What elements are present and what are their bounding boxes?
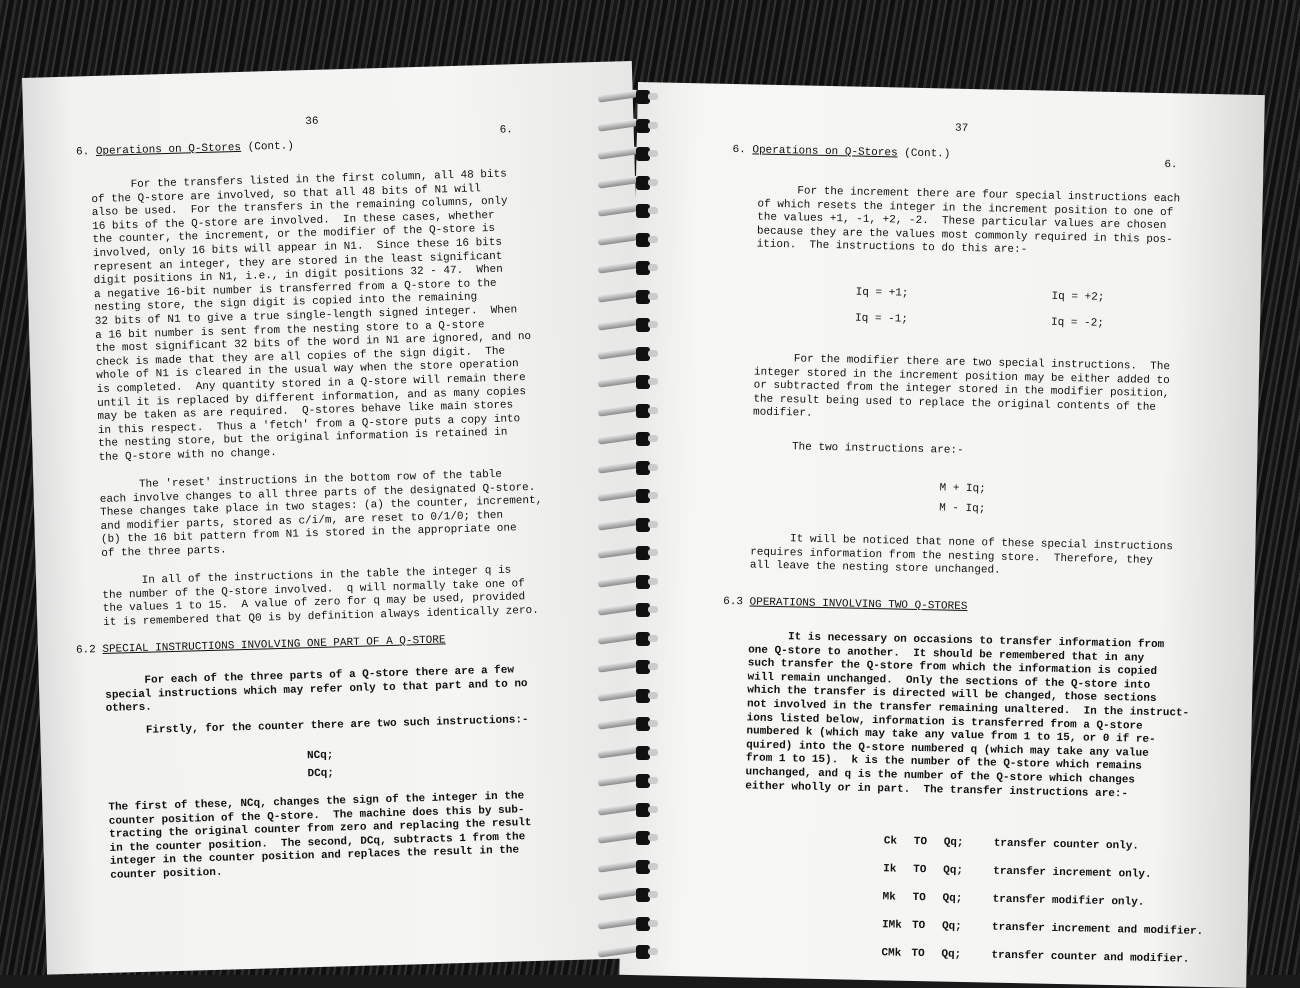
spiral-coil [590, 915, 662, 933]
header-suffix: (Cont.) [247, 140, 295, 154]
spiral-coil [590, 658, 662, 676]
header-suffix: (Cont.) [904, 147, 951, 161]
paragraph: For the transfers listed in the first column, all 48 bits of the Q-store are involved, so that all 48 bits of N1 will also be used. For the transfers in the remaining columns, only 16 bits of the Q-store are involved. In these cases, whether the counter, the increment, or the modifier of the Q-store is involved, only 16 bits will appear in N1. Since these 16 bits represent an integer, they are stored in the least significant digit positions in N1, i.e., in digit positions 32 - 47. When a negative 16-bit number is transferred from a Q-store to the nesting store, the sign digit is copied into the remaining 32 bits of N1 to give a true single-length signed integer. When a 16 bit number is sent from the nesting store to a Q-store the most significant 32 bits of the word in N1 are ignored, and no check is made that they are all copies of the sign digit. The whole of N1 is cleared in the usual way when the store operation is completed. Any quantity stored in a Q-store will remain there until it is replaced by different information, and as many copies may be taken as are required. Q-stores behave like main stores in this respect. Thus a 'fetch' from a Q-store puts a copy into the nesting store, but the original information is retained in the Q-store with no change. [90, 168, 532, 464]
spiral-coil [590, 744, 662, 762]
section-heading [76, 634, 446, 656]
spiral-coil [590, 801, 662, 819]
transfer-target: Qq; [941, 948, 962, 961]
spiral-coil [590, 373, 662, 391]
spiral-coil [590, 630, 662, 648]
page-header [76, 140, 294, 158]
transfer-to: TO [913, 835, 928, 849]
transfer-to: TO [911, 919, 926, 933]
transfer-description: transfer increment and modifier. [991, 921, 1204, 939]
paragraph: For the modifier there are two special instructions. The integer stored in the increment position may be either added to or subtracted from the integer stored in the modifier position, the result being used to replace the original contents of the modifier. [752, 352, 1171, 421]
transfer-code: Mk [882, 891, 896, 904]
spiral-coil [590, 145, 662, 163]
spiral-coil [590, 544, 662, 562]
transfer-description: transfer increment only. [993, 865, 1152, 881]
transfer-target: Qq; [942, 892, 963, 905]
left-page [22, 61, 657, 975]
section-number: 6.2 [75, 644, 96, 657]
instruction-mod-sub: M - Iq; [939, 502, 986, 516]
spiral-coil [590, 715, 662, 733]
spiral-coil [590, 487, 662, 505]
chapter-mark: 6. [499, 124, 514, 137]
spiral-coil [590, 829, 662, 847]
right-page [619, 82, 1265, 988]
chapter-mark: 6. [1164, 159, 1178, 172]
instruction-dcq: DCq; [307, 767, 335, 781]
header-prefix: 6. [732, 143, 746, 157]
transfer-to: TO [911, 947, 925, 961]
transfer-code: Ik [883, 863, 897, 876]
header-prefix: 6. [75, 146, 90, 159]
spiral-coil [590, 345, 662, 363]
instruction-inc-plus2: Iq = +2; [1051, 290, 1105, 304]
spiral-coil [590, 316, 662, 334]
spiral-coil [590, 943, 662, 961]
paragraph: The 'reset' instructions in the bottom row of the table each involve changes to all three parts of the designated Q-store. These changes take place in two stages: (a) the counter, increment, and modifier parts, stored as c/i/m, are reset to 0/1/0; then (b) the 16 bit pattern from N1 is stored in the appropriate one of the three parts. [99, 468, 543, 560]
spiral-coil [590, 430, 662, 448]
paragraph: It is necessary on occasions to transfer information from one Q-store to another. It should be remembered that in any such transfer the Q-store from which the information is copied will remain unchanged. Only the sections of the Q-store into which the transfer is directed will be changed, those sections not involved in the transfer remaining unaltered. In the instruct- ions listed below, information is transferred from a Q-store numbered k (which may take any value from 1 to 15, or 0 if re- quired) into the Q-store numbered q (which may take any value from 1 to 15). k is the number of the Q-store which remains unchanged, and q is the number of the Q-store which changes either wholly or in part. The transfer instructions are:- [745, 630, 1190, 800]
spiral-coil [590, 601, 662, 619]
spiral-coil [590, 259, 662, 277]
spiral-coil [590, 772, 662, 790]
spiral-coil [590, 174, 662, 192]
instruction-mod-add: M + Iq; [939, 482, 986, 496]
spiral-coil [590, 288, 662, 306]
transfer-code: Ck [883, 835, 898, 848]
transfer-description: transfer counter only. [993, 837, 1140, 853]
header-title: Operations on Q-Stores [752, 144, 898, 160]
spiral-coil [590, 402, 662, 420]
paragraph: It will be noticed that none of these special instructions requires information from the nesting store. Therefore, they all leave the nesting store unchanged. [749, 532, 1173, 577]
section-number: 6.3 [723, 595, 744, 609]
section-title: SPECIAL INSTRUCTIONS INVOLVING ONE PART OF A Q-STORE [102, 634, 446, 656]
spiral-coil [590, 886, 662, 904]
spiral-coil [590, 88, 662, 106]
page-header [732, 144, 950, 161]
transfer-to: TO [913, 863, 927, 877]
spiral-coil [590, 858, 662, 876]
spiral-coil [590, 573, 662, 591]
paragraph: For each of the three parts of a Q-store there are a few special instructions which may refer only to that part and to no others. [104, 664, 528, 716]
transfer-description: transfer modifier only. [992, 893, 1145, 909]
paragraph: Firstly, for the counter there are two such instructions:- [106, 714, 529, 738]
instruction-ncq: NCq; [306, 749, 334, 763]
transfer-code: CMk [881, 947, 902, 960]
spiral-coil [590, 231, 662, 249]
paragraph: For the increment there are four special instructions each of which resets the integer in the increment position to one of the values +1, -1, +2, -2. These particular values are chosen because they are the values most commonly required in this pos- ition. The instructions to do this are:- [756, 184, 1181, 257]
spiral-coil [590, 202, 662, 220]
paragraph: The first of these, NCq, changes the sign of the integer in the counter position of the Q-store. The machine does this by sub- tracting the original counter from zero and replacing the result in the counter position. The second, DCq, subtracts 1 from the integer in the counter position and replaces the result in the counter position. [108, 790, 532, 882]
instruction-inc-plus1: Iq = +1; [855, 286, 909, 300]
instruction-inc-minus1: Iq = -1; [854, 312, 909, 326]
page-number: 36 [305, 115, 319, 129]
transfer-target: Qq; [941, 920, 962, 933]
transfer-target: Qq; [943, 836, 964, 849]
header-title: Operations on Q-Stores [95, 141, 242, 158]
section-heading [723, 596, 967, 613]
paragraph: In all of the instructions in the table the integer q is the number of the Q-store involved. q will normally take one of the values 1 to 15. A value of zero for q may be used, provided it is remembered that Q0 is by definition always identically zero. [101, 564, 539, 629]
spiral-binding [590, 80, 665, 975]
paragraph: The two instructions are:- [752, 440, 964, 457]
spiral-coil [590, 516, 662, 534]
spiral-coil [590, 459, 662, 477]
instruction-inc-minus2: Iq = -2; [1050, 316, 1104, 330]
page-number: 37 [954, 122, 969, 135]
transfer-code: IMk [881, 919, 902, 932]
section-title: OPERATIONS INVOLVING TWO Q-STORES [749, 596, 968, 614]
spiral-coil [590, 117, 662, 135]
spiral-coil [590, 687, 662, 705]
transfer-to: TO [912, 891, 926, 905]
transfer-description: transfer counter and modifier. [991, 949, 1190, 966]
transfer-target: Qq; [943, 864, 964, 877]
table-row [841, 934, 1189, 977]
